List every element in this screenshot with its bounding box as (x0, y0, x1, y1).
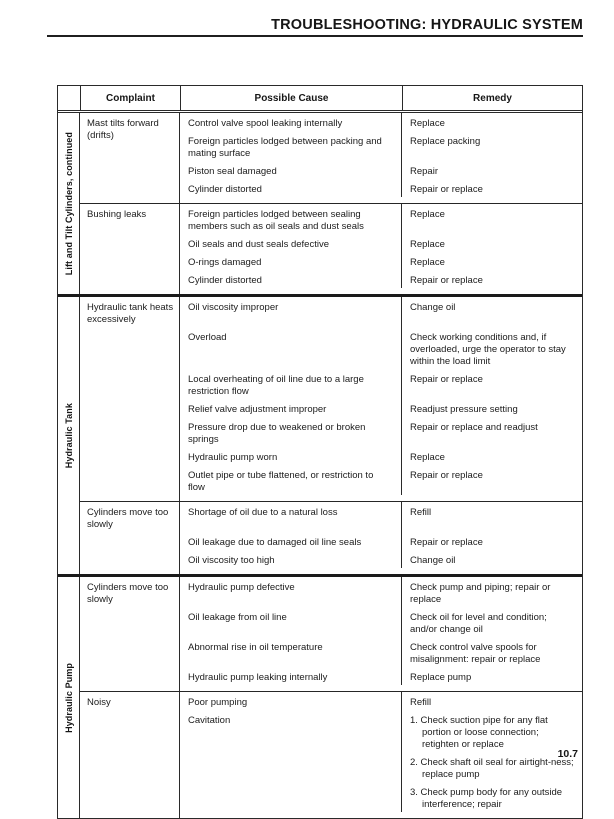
section-body (80, 577, 582, 818)
cause-remedy-row (180, 399, 582, 417)
remedy-cell: Refill (410, 697, 432, 708)
cause-cell: Pressure drop due to weakened or broken springs (180, 417, 402, 447)
cause-remedy-row (180, 502, 582, 520)
complaint-block (80, 203, 582, 294)
cause-cell: Foreign particles lodged between packing and mating surface (180, 131, 402, 161)
cause-remedy-row (180, 234, 582, 252)
cause-remedy-row (180, 447, 582, 465)
remedy-cell: Replace (410, 452, 445, 463)
cause-cell: Relief valve adjustment improper (180, 399, 402, 417)
section-label-cell (58, 297, 80, 574)
cause-remedy-row (180, 607, 582, 637)
cause-remedy-row (180, 315, 582, 369)
table-section (58, 294, 582, 574)
complaint-cell: Hydraulic tank heats excessively (80, 297, 180, 501)
title-underline (47, 35, 583, 37)
complaint-cell: Noisy (80, 692, 180, 818)
cause-remedy-row (180, 270, 582, 288)
table-body (58, 113, 582, 818)
cause-remedy-row (180, 369, 582, 399)
cause-remedy-row (180, 667, 582, 685)
cause-cell: Overload (180, 315, 402, 369)
cause-remedy-row (180, 520, 582, 550)
remedy-cell: Check control valve spools for misalignment: repair or replace (410, 642, 541, 665)
cause-remedy-rows (180, 297, 582, 501)
cause-cell: Hydraulic pump leaking internally (180, 667, 402, 685)
remedy-cell: Check working conditions and, if overloaded, urge the operator to stay within the load limit (410, 332, 566, 367)
remedy-cell: Repair or replace (410, 374, 483, 385)
section-label-cell (58, 113, 80, 294)
cause-remedy-row (180, 131, 582, 161)
cause-remedy-row (180, 710, 582, 812)
remedy-cell: Repair or replace and readjust (410, 422, 538, 433)
cause-cell: Oil viscosity too high (180, 550, 402, 568)
remedy-step: 1. Check suction pipe for any flat portion or loose connection; retighten or replace (410, 715, 548, 750)
cause-cell: Cavitation (180, 710, 402, 812)
remedy-cell: Refill (410, 507, 432, 518)
complaint-block (80, 577, 582, 691)
cause-remedy-rows (180, 502, 582, 574)
remedy-cell: Repair (410, 166, 438, 177)
cause-cell: Local overheating of oil line due to a large restriction flow (180, 369, 402, 399)
remedy-cell: Check pump and piping; repair or replace (410, 582, 551, 605)
remedy-cell (402, 710, 582, 812)
cause-cell: Cylinder distorted (180, 270, 402, 288)
cause-remedy-row (180, 297, 582, 315)
cause-cell: Control valve spool leaking internally (180, 113, 402, 131)
complaint-cell: Cylinders move too slowly (80, 577, 180, 691)
complaint-block (80, 691, 582, 818)
remedy-cell: Repair or replace (410, 537, 483, 548)
cause-cell: Hydraulic pump worn (180, 447, 402, 465)
cause-cell: Oil leakage due to damaged oil line seals (180, 520, 402, 550)
cause-remedy-row (180, 161, 582, 179)
cause-cell: Outlet pipe or tube flattened, or restriction to flow (180, 465, 402, 495)
table-section (58, 574, 582, 818)
complaint-block (80, 297, 582, 501)
complaint-cell: Bushing leaks (80, 204, 180, 294)
header-possible-cause: Possible Cause (180, 86, 402, 110)
cause-remedy-row (180, 252, 582, 270)
cause-cell: O-rings damaged (180, 252, 402, 270)
table-header-row (58, 86, 582, 113)
header-section-column (58, 86, 80, 110)
cause-cell: Oil leakage from oil line (180, 607, 402, 637)
cause-remedy-row (180, 179, 582, 197)
remedy-cell: Replace (410, 257, 445, 268)
cause-remedy-row (180, 417, 582, 447)
complaint-block (80, 113, 582, 203)
remedy-cell: Replace (410, 209, 445, 220)
cause-remedy-row (180, 577, 582, 607)
cause-cell: Foreign particles lodged between sealing members such as oil seals and dust seals (180, 204, 402, 234)
cause-remedy-row (180, 465, 582, 495)
complaint-cell: Mast tilts forward (drifts) (80, 113, 180, 203)
section-body (80, 297, 582, 574)
complaint-cell: Cylinders move too slowly (80, 502, 180, 574)
section-label-cell (58, 577, 80, 818)
table-section (58, 113, 582, 294)
cause-remedy-row (180, 637, 582, 667)
cause-cell: Poor pumping (180, 692, 402, 710)
remedy-cell: Repair or replace (410, 184, 483, 195)
page-number: 10.7 (557, 748, 578, 760)
cause-remedy-row (180, 113, 582, 131)
cause-cell: Shortage of oil due to a natural loss (180, 502, 402, 520)
header-complaint: Complaint (80, 86, 180, 110)
section-label: Hydraulic Pump (63, 662, 74, 733)
remedy-cell: Replace packing (410, 136, 481, 147)
remedy-step: 3. Check pump body for any outside interference; repair (410, 787, 563, 810)
cause-remedy-rows (180, 577, 582, 691)
remedy-cell: Replace (410, 239, 445, 250)
complaint-block (80, 501, 582, 574)
section-label: Hydraulic Tank (63, 402, 74, 469)
section-label: Lift and Tilt Cylinders, continued (63, 131, 74, 276)
remedy-cell: Check oil for level and condition; and/or change oil (410, 612, 547, 635)
cause-remedy-row (180, 692, 582, 710)
cause-remedy-rows (180, 113, 582, 203)
cause-cell: Cylinder distorted (180, 179, 402, 197)
troubleshooting-table (57, 85, 583, 819)
cause-remedy-rows (180, 692, 582, 818)
cause-remedy-rows (180, 204, 582, 294)
remedy-cell: Replace pump (410, 672, 472, 683)
cause-cell: Oil viscosity improper (180, 297, 402, 315)
header-remedy: Remedy (402, 86, 582, 110)
remedy-step: 2. Check shaft oil seal for airtight-ness; replace pump (410, 757, 574, 780)
remedy-cell: Repair or replace (410, 470, 483, 481)
cause-cell: Oil seals and dust seals defective (180, 234, 402, 252)
section-body (80, 113, 582, 294)
remedy-cell: Repair or replace (410, 275, 483, 286)
cause-remedy-row (180, 204, 582, 234)
remedy-cell: Change oil (410, 302, 456, 313)
page-title: TROUBLESHOOTING: HYDRAULIC SYSTEM (271, 17, 583, 33)
remedy-cell: Replace (410, 118, 445, 129)
cause-remedy-row (180, 550, 582, 568)
remedy-cell: Readjust pressure setting (410, 404, 518, 415)
cause-cell: Hydraulic pump defective (180, 577, 402, 607)
cause-cell: Piston seal damaged (180, 161, 402, 179)
remedy-cell: Change oil (410, 555, 456, 566)
cause-cell: Abnormal rise in oil temperature (180, 637, 402, 667)
